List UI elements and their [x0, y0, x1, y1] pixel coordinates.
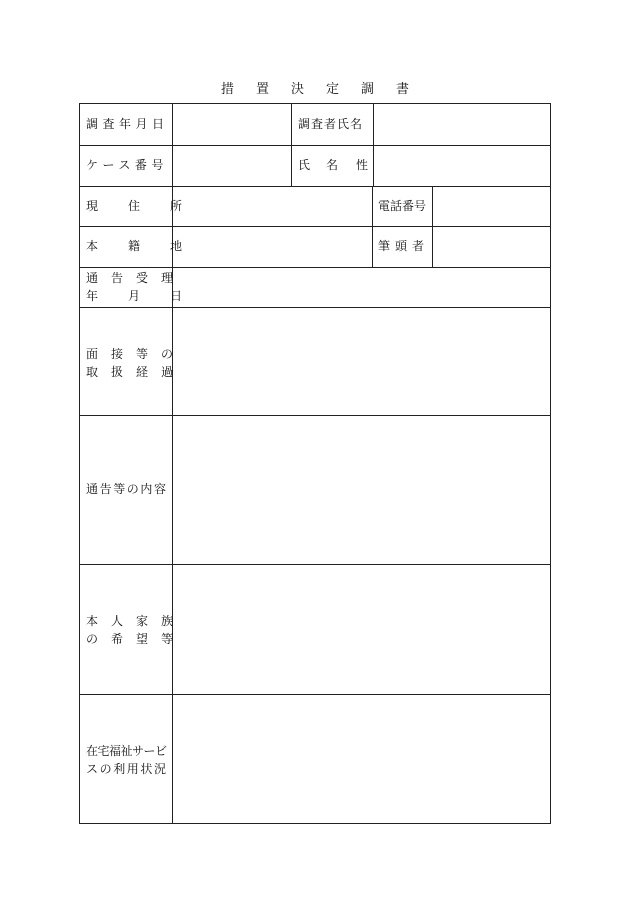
report-received-field[interactable] [173, 268, 550, 307]
title-char: 定 [326, 82, 340, 97]
label-address: 現住所 [86, 199, 213, 213]
surveyor-name-field[interactable] [374, 104, 550, 145]
label-home-services-1: 在宅福祉サービ [86, 744, 167, 758]
head-of-family-field[interactable] [433, 227, 550, 267]
label-surveyor-name: 調査者氏名 [298, 117, 364, 131]
title-char: 決 [290, 82, 304, 97]
column-divider [291, 104, 292, 186]
label-report-contents: 通告等の内容 [86, 482, 168, 496]
label-report-received-2: 年月日 [86, 289, 213, 303]
home-services-field[interactable] [173, 695, 550, 823]
survey-date-field[interactable] [173, 104, 290, 145]
interview-field[interactable] [173, 308, 550, 415]
label-report-received-1: 通告受理 [86, 271, 187, 285]
decision-form [79, 103, 551, 824]
label-phone: 電話番号 [378, 199, 427, 213]
label-wishes-1: 本人家族 [86, 614, 187, 628]
label-interview-1: 面接等の [86, 347, 187, 361]
document-title [0, 78, 630, 98]
wishes-field[interactable] [173, 565, 550, 694]
domicile-field[interactable] [173, 227, 371, 267]
report-contents-field[interactable] [173, 416, 550, 564]
label-home-services-2: スの利用状況 [86, 762, 168, 776]
label-sex: 性 [356, 158, 369, 172]
label-domicile: 本籍地 [86, 239, 213, 253]
case-number-field[interactable] [173, 146, 290, 186]
column-divider [372, 186, 373, 267]
title-char: 置 [255, 82, 269, 97]
label-survey-date: 調査年月日 [86, 117, 169, 131]
label-wishes-2: の希望等 [86, 632, 187, 646]
title-char: 調 [361, 82, 375, 97]
name-sex-field[interactable] [374, 146, 550, 186]
phone-field[interactable] [433, 187, 550, 226]
label-interview-2: 取扱経過 [86, 365, 187, 379]
label-name: 氏名 [298, 158, 355, 172]
title-char: 書 [396, 82, 410, 97]
label-head-of-family: 筆頭者 [378, 239, 430, 253]
label-case-number: ケース番号 [86, 158, 168, 172]
title-char: 措 [220, 82, 234, 97]
address-field[interactable] [173, 187, 371, 226]
